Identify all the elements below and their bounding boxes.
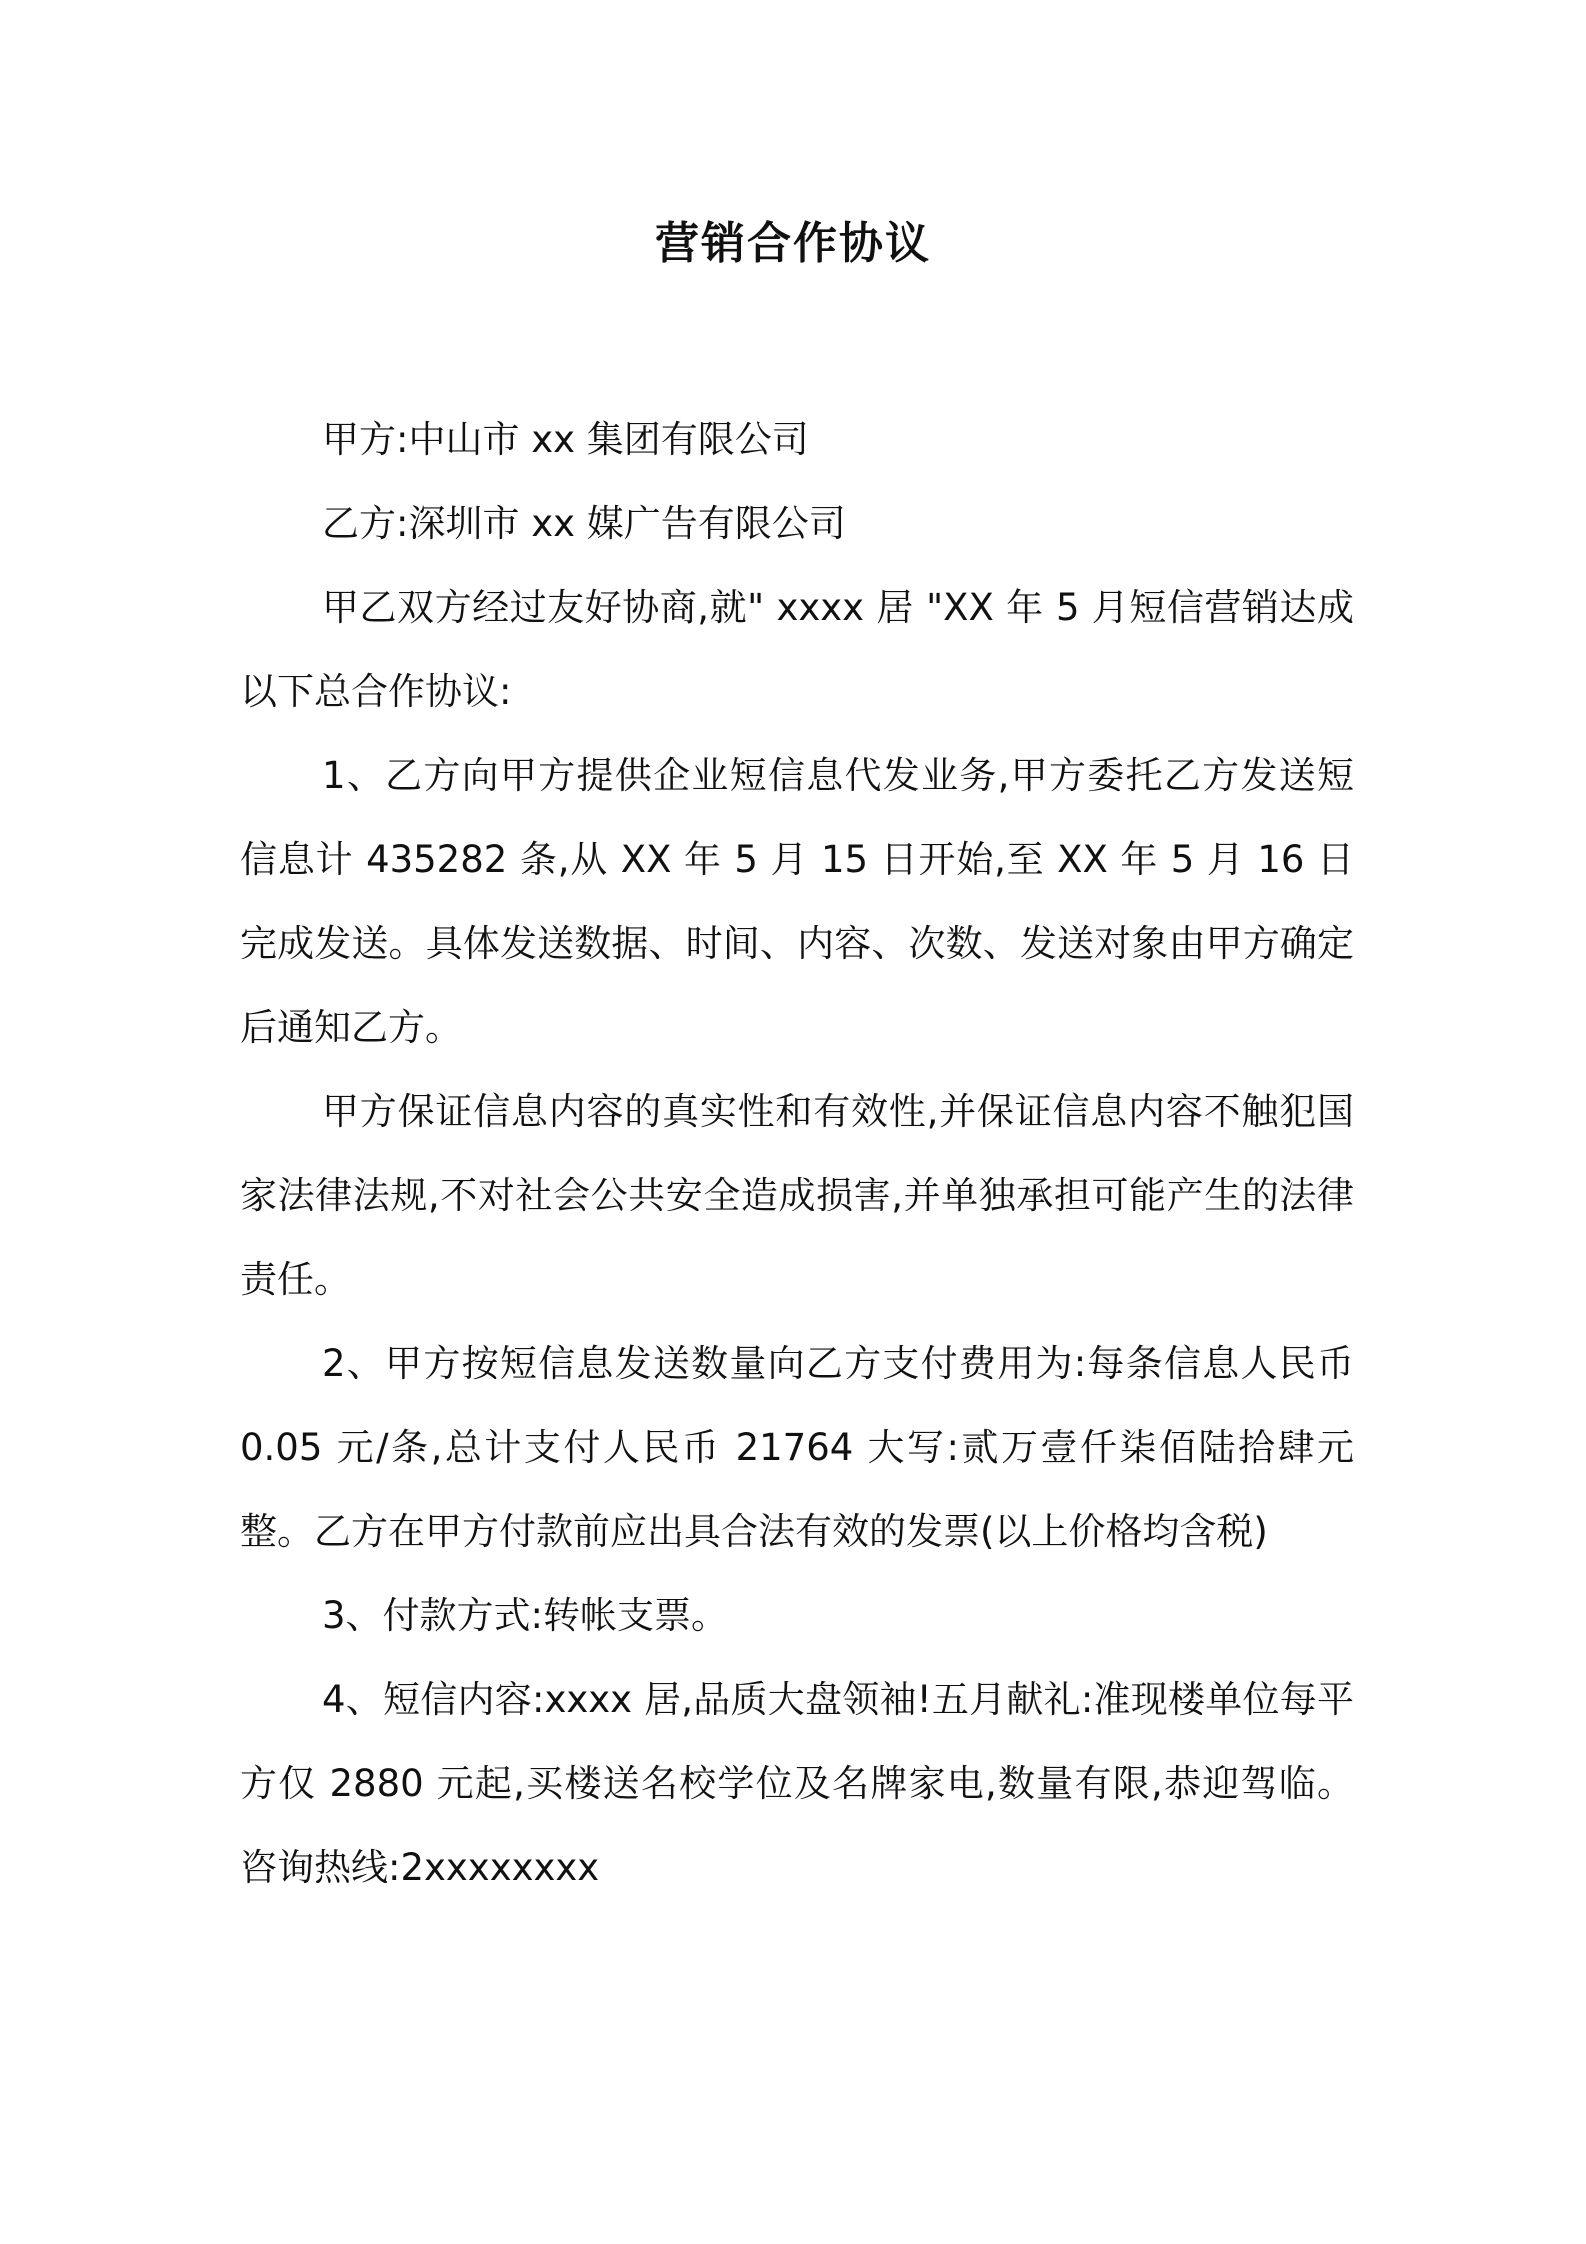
clause-1: 1、乙方向甲方提供企业短信息代发业务,甲方委托乙方发送短信息计 435282 条,从 XX 年 5 月 15 日开始,至 XX 年 5 月 16 日完成发送。具体发送数据、时间、内容、次数、发送对象由甲方确定后通知乙方。 (240, 754, 1354, 1049)
clause-1-guarantee: 甲方保证信息内容的真实性和有效性,并保证信息内容不触犯国家法律法规,不对社会公共安全造成损害,并单独承担可能产生的法律责任。 (240, 1090, 1354, 1301)
clause-3: 3、付款方式:转帐支票。 (322, 1594, 729, 1637)
clause-4: 4、短信内容:xxxx 居,品质大盘领袖!五月献礼:准现楼单位每平方仅 2880 元起,买楼送名校学位及名牌家电,数量有限,恭迎驾临。咨询热线:2xxxxxxxx (240, 1678, 1354, 1889)
clause-2: 2、甲方按短信息发送数量向乙方支付费用为:每条信息人民币 0.05 元/条,总计支付人民币 21764 大写:贰万壹仟柒佰陆拾肆元整。乙方在甲方付款前应出具合法有效的发票(以上价格均含税) (240, 1342, 1354, 1553)
document-body (240, 398, 1354, 1910)
party-a: 甲方:中山市 xx 集团有限公司 (322, 418, 809, 461)
party-b: 乙方:深圳市 xx 媒广告有限公司 (322, 502, 846, 545)
intro-paragraph: 甲乙双方经过友好协商,就" xxxx 居 "XX 年 5 月短信营销达成以下总合作协议: (240, 586, 1354, 713)
document-title: 营销合作协议 (655, 218, 931, 269)
